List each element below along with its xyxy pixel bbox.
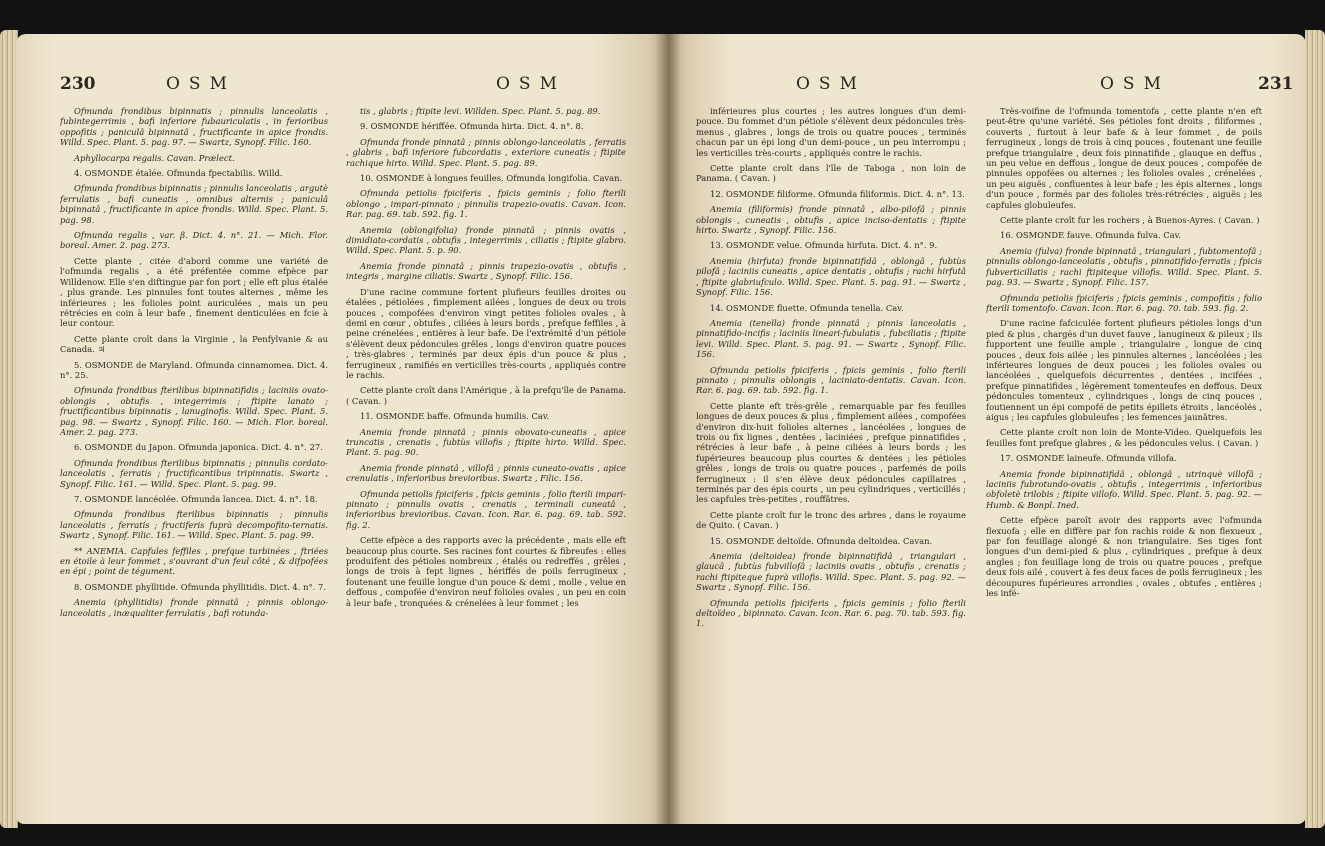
paragraph: Cette efpèce a des rapports avec la précédente , mais elle eft beaucoup plus courte. Ses racines font courtes & fibreufes : elles produifent des pétioles nombreux , étalés ou redreffés , grêles , longs de trois à fept lignes , hériffés de poils ferrugineux , foutenant une feuille longue d'un pouce & demi , molle , velue en deffous , compofée d'environ neuf folioles ovales , un peu en coin à leur bafe , tronquées & crénelées à leur fommet ; les: [346, 535, 626, 608]
book-gutter: [655, 34, 681, 824]
right-page: [668, 34, 1306, 824]
entry-heading: 9. OSMONDE hériffée. Ofmunda hirta. Dict. 4. n°. 8.: [360, 121, 584, 132]
paragraph: Anemia (fulva) fronde bipinnatâ , triangulari , fubtomentofâ ; pinnulis oblongo-lanceolatis , obtufis , pinnatifido-ferratis ; fpicis fubverticillatis ; rachi ftipiteque villofis. Willd. Spec. Plant. 5. pag. 93. — Swartz , Synopf. Filic. 157.: [986, 245, 1262, 288]
page-number: 231: [1258, 74, 1294, 94]
entry-heading: 10. OSMONDE à longues feuilles. Ofmunda longifolia. Cavan.: [360, 173, 623, 184]
paragraph: Ofmunda petiolis fpiciferis , fpicis geminis , folio fterili pinnato ; pinnulis oblongis , laciniato-dentatis. Cavan. Icon. Rar. 6. pag. 69. tab. 592. fig. 1.: [696, 364, 966, 396]
text-column-left-page-1: [60, 106, 328, 814]
paragraph: Anemia (hirfuta) fronde bipinnatifidâ , oblongâ , fubtùs pilofâ ; laciniis cuneatis , apice dentatis , obtufis ; rachi hirfutâ , ftipite glabriufculo. Willd. Spec. Plant. 5. pag. 91. — Swartz , Synopf. Filic. 156.: [696, 255, 966, 298]
paragraph: Ofmunda frondibus bipinnatis ; pinnulis lanceolatis , fubintegerrimis , bafi inferiore fubauriculatis , in ferioribus oppofitis ; paniculâ bipinnatâ , fructificante in apice frondis. Willd. Spec. Plant. 5. pag. 97. — Swartz, Synopf. Filic. 160.: [60, 106, 328, 148]
entry-heading: 7. OSMONDE lancéolée. Ofmunda lancea. Dict. 4. n°. 18.: [74, 494, 318, 504]
entry-heading: 8. OSMONDE phyllitide. Ofmunda phyllitidis. Dict. 4. n°. 7.: [74, 581, 326, 592]
paragraph: Cette efpèce paroît avoir des rapports avec l'ofmunda flexuofa ; elle en diffère par fon rachis roide & non flexueux , par fon feuillage alongé & non triangulaire. Ses tiges font longues d'un demi-pied & plus , cylindriques , prefque à deux angles ; fon feuillage long de trois ou quatre pouces , prefque deux fois ailé , couvert à fes deux faces de poils ferrugineux ; les découpures fupérieures arrondies , ovales , obtufes , entières ; les infé-: [986, 515, 1262, 599]
paragraph: Ofmunda petiolis fpiciferis , fpicis geminis , folio fterili impari-pinnato ; pinnulis ovatis , crenatis , terminali cuneatâ , inferioribus brevioribus. Cavan. Icon. Rar. 6. pag. 69. tab. 592. fig. 2.: [346, 488, 626, 530]
paragraph: Anemia fronde pinnatâ ; pinnis trapezio-ovatis , obtufis , integris , margine ciliatis. Swartz , Synopf. Filic. 156.: [346, 260, 626, 282]
text-column-right-page-1: [696, 106, 966, 814]
paragraph: Ofmunda petiolis fpiciferis , fpicis geminis ; folio fterili oblongo , impari-pinnato ; pinnulis trapezio-ovatis. Cavan. Icon. Rar. pag. 69. tab. 592. fig. 1.: [346, 188, 626, 220]
paragraph: Ofmunda frondibus fterilibus bipinnatis ; pinnulis lanceolatis , ferratis ; fructiferis fuprà decompofito-ternatis. Swartz , Synopf. Filic. 161. — Willd. Spec. Plant. 5. pag. 99.: [60, 509, 328, 541]
running-header-left: OSM: [166, 74, 236, 94]
paragraph: Cette plante croît dans l'Amérique , à la prefqu'île de Panama. ( Cavan. ): [346, 385, 626, 406]
paragraph: Ofmunda frondibus fterilibus bipinnatis ; pinnulis cordato-lanceolatis , ferratis ; fructificantibus tripinnatis. Swartz , Synopf. Filic. 161. — Willd. Spec. Plant. 5. pag. 99.: [60, 457, 328, 489]
paragraph: Cette plante croît fur le tronc des arbres , dans le royaume de Quito. ( Cavan. ): [696, 509, 966, 531]
paragraph: Très-voifine de l'ofmunda tomentofa , cette plante n'en eft peut-être qu'une variété. Ses pétioles font droits , filiformes , couverts , furtout à leur bafe & à leur fommet , de poils ferrugineux , longs de trois à cinq pouces , foutenant une feuille prefque triangulaire , deux fois pinnatifide , glauque en deffus , un peu velue en deffous , longue de deux pouces , compofée de pinnules oppofées ou alternes ; les folioles ovales , crénelées , un peu aiguës , confluentes à leur bafe ; les épis alternes , longs d'un pouce , formés par des folioles très-rétrécies , aiguës ; les capfules globuleufes.: [986, 106, 1262, 210]
entry-heading: 4. OSMONDE étalée. Ofmunda fpectabilis. Willd.: [74, 168, 283, 179]
running-header-right: OSM: [1100, 74, 1170, 94]
paragraph: Anemia (oblongifolia) fronde pinnatâ ; pinnis ovatis , dimidiato-cordatis , obtufis , integerrimis , ciliatis ; ftipite glabro. Willd. Spec. Plant. 5. p. 90.: [346, 224, 626, 256]
entry-heading: 17. OSMONDE laineufe. Ofmunda villofa.: [1000, 453, 1177, 464]
paragraph: Anemia fronde pinnatâ , villofâ ; pinnis cuneato-ovatis , apice crenulatis , inferioribus brevioribus. Swartz , Filic. 156.: [346, 462, 626, 484]
paragraph: Ofmunda petiolis fpiciferis , fpicis geminis ; folio fterili deltoïdeo , bipinnato. Cavan. Icon. Rar. 6. pag. 70. tab. 593. fig. 1.: [696, 597, 966, 629]
paragraph: Anemia fronde pinnatâ ; pinnis obovato-cuneatis , apice truncatis , crenatis , fubtùs villofis ; ftipite hirto. Willd. Spec. Plant. 5. pag. 90.: [346, 426, 626, 458]
paragraph: Ofmunda regalis , var. β. Dict. 4. n°. 21. — Mich. Flor. boreal. Amer. 2. pag. 273.: [60, 230, 328, 251]
entry-heading: 14. OSMONDE fluette. Ofmunda tenella. Cav.: [710, 302, 904, 313]
paragraph: Anemia (tenella) fronde pinnatâ ; pinnis lanceolatis , pinnatifido-incifis ; laciniis lineari-fubulatis , fubciliatis ; ftipite levi. Willd. Spec. Plant. 5. pag. 91. — Swartz , Synopf. Filic. 156.: [696, 317, 966, 360]
paragraph: Cette plante croît dans la Virginie , la Penfylvanie & au Canada. ♃: [60, 333, 328, 355]
paragraph: Ofmunda fronde pinnatâ ; pinnis oblongo-lanceolatis , ferratis , glabris , bafi inferiore fubcordatis , exteriore cuneatis ; ftipite rachique hirto. Willd. Spec. Plant. 5. pag. 89.: [346, 136, 626, 168]
paragraph: Ofmunda petiolis fpiciferis ; fpicis geminis , compofitis ; folio fterili tomentofo. Cavan. Icon. Rar. 6. pag. 70. tab. 593. fig. 2.: [986, 292, 1262, 313]
page-number: 230: [60, 74, 96, 94]
paragraph: Ofmunda frondibus fterilibus bipinnatifidis ; laciniis ovato-oblongis , obtufis , integerrimis ; ftipite lanato ; fructificantibus bipinnatis , lanuginofis. Willd. Spec. Plant. 5. pag. 98. — Swartz , Synopf. Filic. 160. — Mich. Flor. boreal. Amer. 2. pag. 273.: [60, 385, 328, 437]
paragraph: D'une racine commune fortent plufieurs feuilles droites ou étalées , pétiolées , fimplement ailées , longues de deux ou trois pouces , compofées d'environ vingt petites folioles ovales , à demi en cœur , obtufes , ciliées à leurs bords , prefque feffiles , à peine crénelées , entières à leur bafe. De l'extrémité d'un pétiole s'élèvent deux pédoncules grêles , longs d'environ quatre pouces , très-glabres , terminés par deux épis d'un pouce & plus , ferrugineux , ramifiés en verticilles très-courts , appliqués contre le rachis.: [346, 286, 626, 380]
paragraph: Cette plante croît fur les rochers , à Buenos-Ayres. ( Cavan. ): [1000, 215, 1260, 226]
entry-heading: 13. OSMONDE velue. Ofmunda hirfuta. Dict. 4. n°. 9.: [710, 240, 938, 251]
entry-heading: 11. OSMONDE baffe. Ofmunda humilis. Cav.: [360, 411, 550, 422]
right-page-edges: [1305, 30, 1325, 828]
entry-heading: 5. OSMONDE de Maryland. Ofmunda cinnamomea. Dict. 4. n°. 25.: [60, 359, 328, 380]
paragraph: Cette plante , citée d'abord comme une variété de l'ofmunda regalis , a été préfentée comme efpèce par Willdenow. Elle s'en diftingue par fon port ; elle eft plus étalée , plus grande. Les pinnules font toutes alternes , même les inférieures ; les folioles point auriculées , mais un peu rétrécies en coin à leur bafe , finement denticulées en fcie à leur contour.: [60, 255, 328, 329]
left-page: [16, 34, 668, 824]
paragraph: ** ANEMIA. Capfules feffiles , prefque turbinées , ftriées en étoile à leur fommet , s'ouvrant d'un feul côté , & difpofées en épi ; point de tégument.: [60, 545, 328, 577]
paragraph: Anemia (deltoidea) fronde bipinnatifidâ , triangulari , glaucâ , fubtùs fubvillofâ ; laciniis ovatis , obtufis , crenatis ; rachi ftipiteque fuprà villofis. Willd. Spec. Plant. 5. pag. 92. — Swartz , Synopf. Filic. 156.: [696, 551, 966, 593]
text-column-right-page-2: [986, 106, 1262, 814]
paragraph: inférieures plus courtes ; les autres longues d'un demi-pouce. Du fommet d'un pétiole s'élèvent deux pédoncules très-menus , glabres , longs de trois ou quatre pouces , terminés chacun par un épi long d'un demi-pouce , un peu interrompu ; les verticilles très-courts , appliqués contre le rachis.: [696, 106, 966, 158]
entry-heading: 6. OSMONDE du Japon. Ofmunda japonica. Dict. 4. n°. 27.: [74, 442, 323, 453]
text-column-left-page-2: [346, 106, 626, 814]
entry-heading: 12. OSMONDE filiforme. Ofmunda filiformis. Dict. 4. n°. 13.: [710, 188, 965, 199]
paragraph: Cette plante croît non loin de Monte-Video. Quelquefois les feuilles font prefque glabres , & les pédoncules velus. ( Cavan. ): [986, 427, 1262, 448]
paragraph: Cette plante eft très-grêle , remarquable par fes feuilles longues de deux pouces & plus , fimplement ailées , compofées d'environ dix-huit folioles alternes , lancéolées , longues de trois ou fix lignes , dentées , laciniées , prefque pinnatifides , rétrécies à leur bafe , à peine ciliées à leurs bords ; les fupérieures beaucoup plus courtes & dentées ; les pétioles grêles , longs de trois ou quatre pouces , parfemés de poils ferrugineux : il s'en élève deux pédoncules capillaires , terminés par des épis courts , un peu cylindriques , verticillés ; les capfules très-petites , rouffâtres.: [696, 400, 966, 505]
paragraph: Anemia (phyllitidis) fronde pinnatâ ; pinnis oblongo-lanceolatis , inæqualiter ferrulatis , bafi rotunda-: [60, 597, 328, 618]
entry-heading: 15. OSMONDE deltoïde. Ofmunda deltoidea. Cavan.: [710, 535, 933, 546]
running-header-left: OSM: [796, 74, 866, 94]
paragraph: Ofmunda frondibus bipinnatis ; pinnulis lanceolatis , argutè ferrulatis , bafi cuneatis , omnibus alternis ; paniculâ bipinnatâ , fructificante in apice frondis. Willd. Spec. Plant. 5. pag. 98.: [60, 183, 328, 225]
paragraph: Anemia (filiformis) fronde pinnatâ , albo-pilofâ ; pinnis oblongis , cuneatis , obtufis , apice inciso-dentatis ; ftipite hirto. Swartz , Synopf. Filic. 156.: [696, 204, 966, 236]
paragraph: Aphyllocarpa regalis. Cavan. Prælect.: [74, 152, 235, 163]
paragraph: Cette plante croît dans l'île de Taboga , non loin de Panama. ( Cavan. ): [696, 163, 966, 184]
paragraph: D'une racine fafciculée fortent plufieurs pétioles longs d'un pied & plus , chargés d'un duvet fauve , lanugineux & pileux ; ils fupportent une feuille ample , triangulaire , longue de cinq pouces , deux fois ailée ; les pinnules alternes , lancéolées ; les inférieures longues de deux pouces ; les folioles ovales ou lancéolées , quelquefois décurrentes , dentées , incifées , prefque pinnatifides , légèrement tomenteufes en deffous. Deux pédoncules tomenteux , cylindriques , longs de cinq pouces , foutiennent un épi compofé de petits épillets étroits , lancéolés , aigus ; les capfules globuleufes ; les femences jaunâtres.: [986, 318, 1262, 422]
paragraph: tis , glabris ; ftipite levi. Willden. Spec. Plant. 5. pag. 89.: [360, 106, 601, 116]
entry-heading: 16. OSMONDE fauve. Ofmunda fulva. Cav.: [1000, 230, 1182, 241]
paragraph: Anemia fronde bipinnatifidâ , oblongâ , utrinquè villofâ ; laciniis fubrotundo-ovatis , obtufis , integerrimis , inferioribus obfoletè trilobis ; ftipite villofo. Willd. Spec. Plant. 5. pag. 92. — Humb. & Bonpl. Ined.: [986, 468, 1262, 510]
running-header-right: OSM: [496, 74, 566, 94]
